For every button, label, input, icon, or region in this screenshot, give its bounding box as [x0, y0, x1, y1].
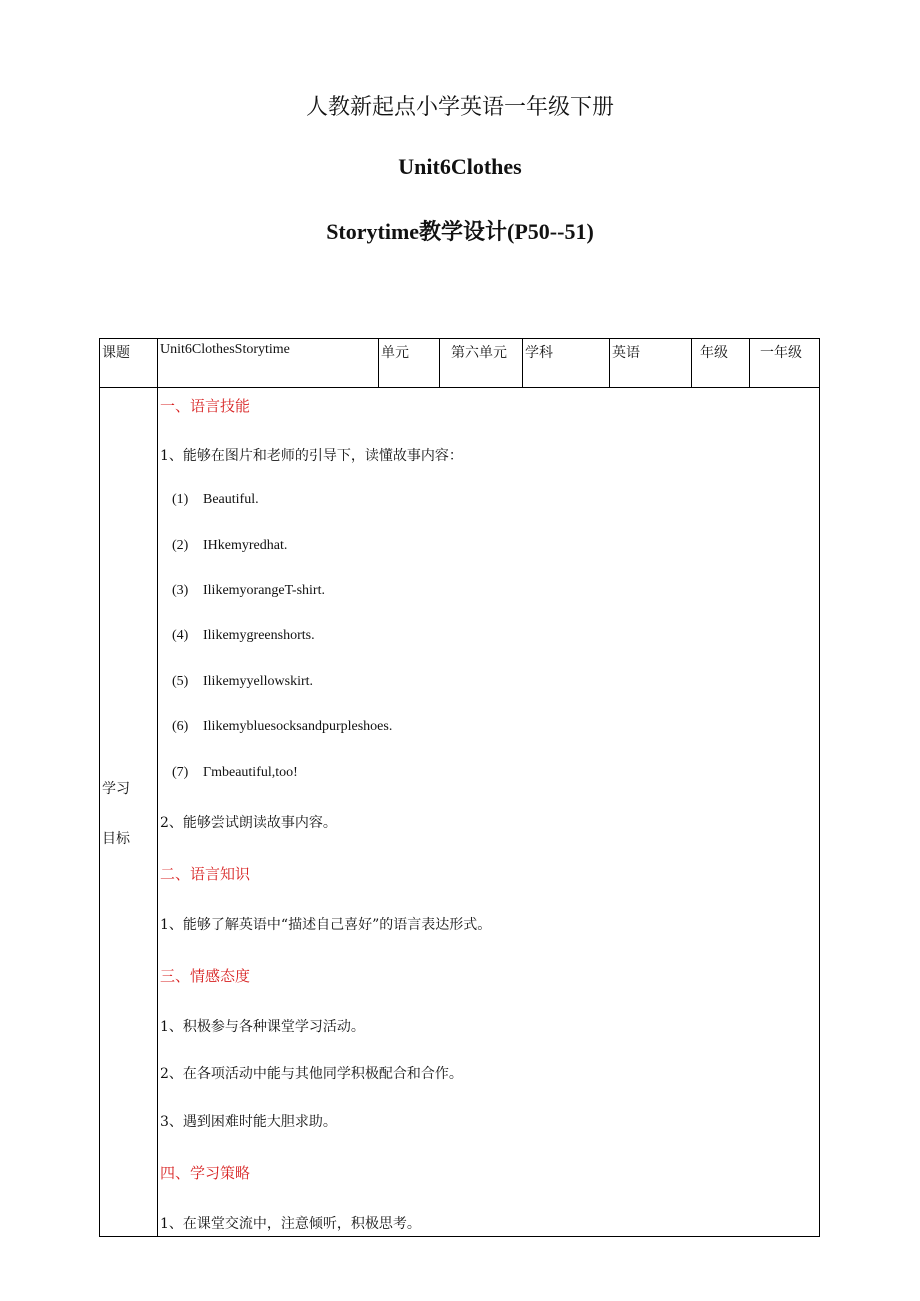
story-line-text: IlikemyorangeT-shirt. [203, 583, 325, 598]
story-line-number: (1) [172, 492, 189, 507]
story-line-number: (3) [172, 583, 189, 598]
story-line [172, 492, 259, 508]
story-line-number: (5) [172, 674, 189, 689]
table-column-divider [157, 338, 158, 1237]
goal-item: 2、在各项活动中能与其他同学积极配合和合作。 [160, 1066, 463, 1082]
story-line [172, 628, 315, 644]
grade-value: 一年级 [760, 345, 802, 361]
table-column-divider [378, 338, 379, 388]
topic-value: Unit6ClothesStorytime [160, 342, 290, 357]
unit-label: 单元 [381, 345, 409, 361]
story-line [172, 765, 298, 781]
table-column-divider [749, 338, 750, 388]
story-line-number: (2) [172, 538, 189, 553]
unit-title: Unit6Clothes [398, 154, 522, 179]
goal-item: 1、能够在图片和老师的引导下，读懂故事内容： [160, 448, 463, 464]
goal-item: 1、积极参与各种课堂学习活动。 [160, 1019, 365, 1035]
story-line [172, 719, 393, 735]
section-heading-learning-strategy: 四、学习策略 [160, 1164, 251, 1182]
table-column-divider [522, 338, 523, 388]
table-border-right [819, 338, 820, 1237]
story-line [172, 583, 325, 599]
story-line-text: Beautiful. [203, 492, 259, 507]
document-title: 人教新起点小学英语一年级下册 [305, 95, 614, 120]
story-line [172, 538, 288, 554]
lesson-title: Storytime教学设计(P50--51) [326, 219, 594, 244]
table-column-divider [691, 338, 692, 388]
table-border-top [99, 338, 820, 339]
unit-value: 第六单元 [451, 345, 507, 361]
table-column-divider [609, 338, 610, 388]
story-line [172, 674, 314, 690]
topic-label: 课题 [102, 345, 130, 361]
story-line-text: Ilikemyyellowskirt. [203, 674, 314, 689]
story-line-number: (6) [172, 719, 189, 734]
story-line-number: (4) [172, 628, 189, 643]
story-line-text: Ilikemybluesocksandpurpleshoes. [203, 719, 393, 734]
table-border-bottom [99, 1236, 820, 1237]
subject-label: 学科 [525, 345, 553, 361]
section-heading-attitude: 三、情感态度 [160, 967, 251, 985]
table-column-divider [439, 338, 440, 388]
row-label-goals: 目标 [102, 831, 130, 847]
goal-item: 1、在课堂交流中，注意倾听，积极思考。 [160, 1216, 421, 1232]
section-heading-language-knowledge: 二、语言知识 [160, 865, 251, 883]
grade-label: 年级 [700, 345, 728, 361]
goal-item: 1、能够了解英语中“描述自己喜好”的语言表达形式。 [160, 917, 492, 933]
story-line-text: IHkemyredhat. [203, 538, 288, 553]
story-line-text: Γmbeautiful,too! [203, 765, 298, 780]
story-line-number: (7) [172, 765, 189, 780]
table-row-divider [99, 387, 820, 388]
story-line-text: Ilikemygreenshorts. [203, 628, 315, 643]
goal-item: 3、遇到困难时能大胆求助。 [160, 1114, 337, 1130]
row-label-learning: 学习 [102, 781, 130, 797]
section-heading-language-skills: 一、语言技能 [160, 397, 251, 415]
table-border-left [99, 338, 100, 1237]
subject-value: 英语 [612, 345, 640, 361]
goal-item: 2、能够尝试朗读故事内容。 [160, 815, 337, 831]
